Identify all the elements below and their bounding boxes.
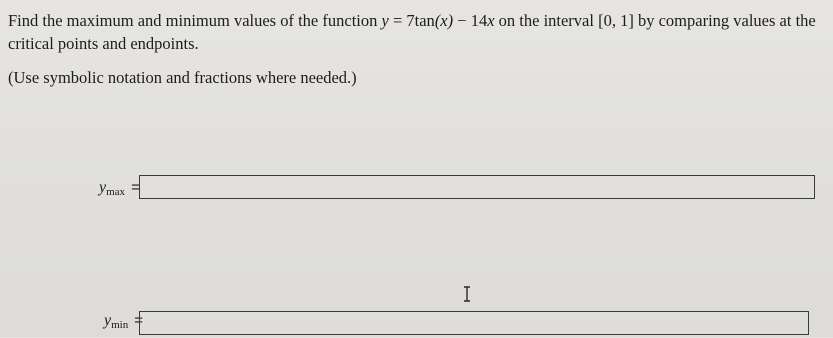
y-max-input[interactable] xyxy=(139,175,815,199)
equation-y: y xyxy=(381,11,389,30)
answer-row-min xyxy=(0,304,833,338)
interval: [0, 1] xyxy=(598,11,634,30)
problem-text-before: Find the maximum and minimum values of the function xyxy=(8,11,382,30)
y-max-equals: = xyxy=(131,179,140,196)
instruction-hint: (Use symbolic notation and fractions where needed.) xyxy=(8,68,357,87)
problem-text-mid: on the interval xyxy=(494,11,599,30)
y-min-label xyxy=(104,312,143,331)
equation xyxy=(382,11,495,30)
y-max-label xyxy=(99,179,140,198)
y-min-var: y xyxy=(104,312,112,329)
equation-arg: (x) xyxy=(434,11,454,30)
equation-x: x xyxy=(487,11,495,30)
y-max-sub: max xyxy=(106,186,126,198)
equation-equals: = 7 xyxy=(388,11,415,30)
answer-row-max xyxy=(0,173,833,207)
equation-tan: tan xyxy=(414,11,435,30)
y-min-input[interactable] xyxy=(139,311,809,335)
problem-statement xyxy=(8,9,828,55)
equation-minus: − 14 xyxy=(453,11,488,30)
problem-text-after: by comparing values at the critical points and endpoints. xyxy=(8,11,816,53)
text-cursor-icon xyxy=(462,286,472,302)
y-min-equals: = xyxy=(134,312,143,329)
y-min-sub: min xyxy=(111,319,129,331)
y-max-var: y xyxy=(99,179,107,196)
